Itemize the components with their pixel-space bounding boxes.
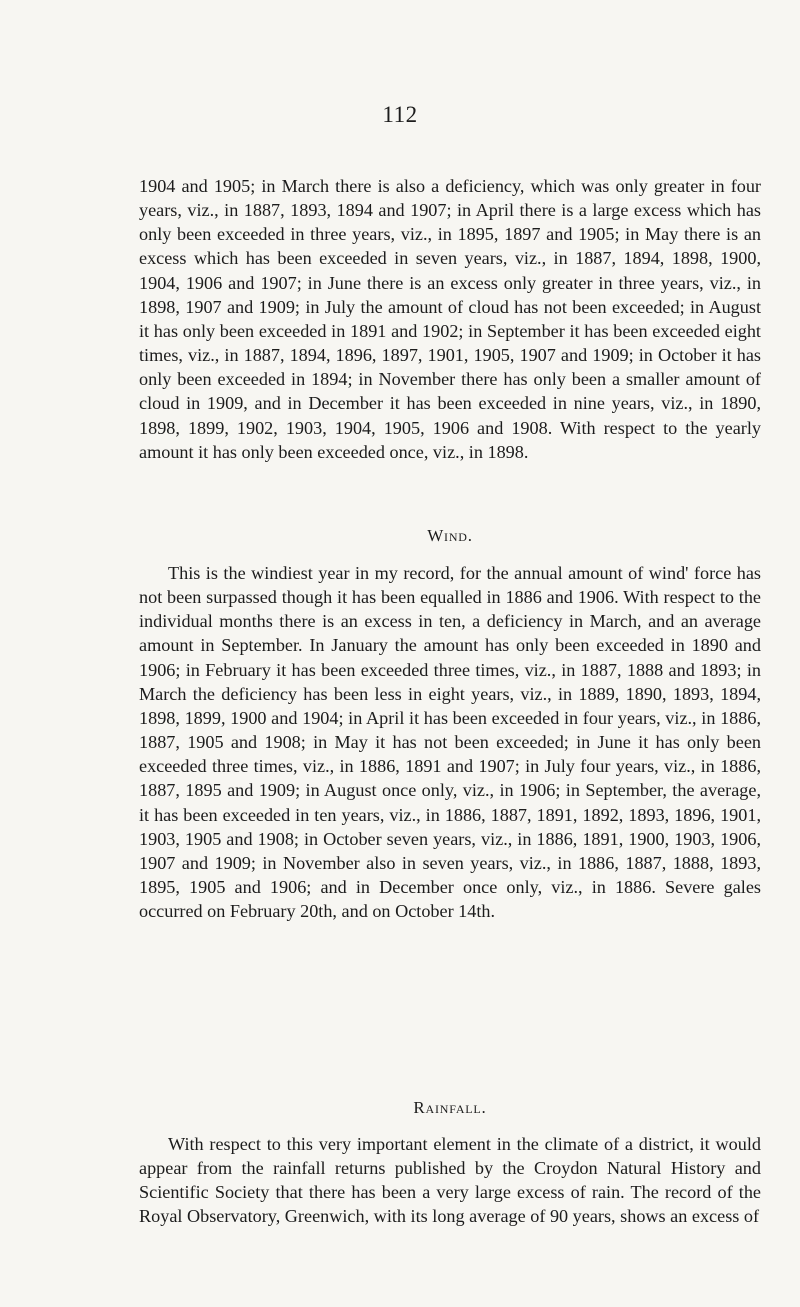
wind-heading: Wind. bbox=[427, 526, 473, 545]
rainfall-paragraph: With respect to this very important element in the climate of a district, it would appear from the rainfall returns published by the Croydon Natural History and Scientific Society that there has been a very large excess of rain. The record of the Royal Observatory, Greenwich, with its long average of 90 years, shows an excess of bbox=[139, 1134, 761, 1227]
cloud-paragraph: 1904 and 1905; in March there is also a deficiency, which was only greater in four years, viz., in 1887, 1893, 1894 and 1907; in April there is a large excess which has only been exceeded in three years, viz., in 1895, 1897 and 1905; in May there is an excess which has been exceeded in seven years, viz., in 1887, 1894, 1898, 1900, 1904, 1906 and 1907; in June there is an excess only greater in three years, viz., in 1898, 1907 and 1909; in July the amount of cloud has not been exceeded; in August it has only been exceeded in 1891 and 1902; in September it has been exceeded eight times, viz., in 1887, 1894, 1896, 1897, 1901, 1905, 1907 and 1909; in October it has only been exceeded in 1894; in November there has only been a smaller amount of cloud in 1909, and in December it has been exceeded in nine years, viz., in 1890, 1898, 1899, 1902, 1903, 1904, 1905, 1906 and 1908. With respect to the yearly amount it has only been exceeded once, viz., in 1898. bbox=[139, 176, 761, 462]
rainfall-section bbox=[139, 1132, 761, 1229]
cloud-section bbox=[139, 174, 761, 464]
page-number: 112 bbox=[382, 102, 418, 127]
wind-section bbox=[139, 561, 761, 923]
rainfall-heading: Rainfall. bbox=[413, 1098, 487, 1117]
wind-paragraph: This is the windiest year in my record, for the annual amount of wind' force has not been surpassed though it has been equalled in 1886 and 1906. With respect to the individual months there is an excess in ten, a deficiency in March, and an average amount in September. In January the amount has only been exceeded in 1890 and 1906; in February it has been exceeded three times, viz., in 1887, 1888 and 1893; in March the deficiency has been less in eight years, viz., in 1889, 1890, 1893, 1894, 1898, 1899, 1900 and 1904; in April it has been exceeded in four years, viz., in 1886, 1887, 1905 and 1908; in May it has not been exceeded; in June it has only been exceeded three times, viz., in 1886, 1891 and 1907; in July four years, viz., in 1886, 1887, 1895 and 1909; in August once only, viz., in 1906; in September, the average, it has been exceeded in ten years, viz., in 1886, 1887, 1891, 1892, 1893, 1896, 1901, 1903, 1905 and 1908; in October seven years, viz., in 1886, 1891, 1900, 1903, 1906, 1907 and 1909; in November also in seven years, viz., in 1886, 1887, 1888, 1893, 1895, 1905 and 1906; and in December once only, viz., in 1886. Severe gales occurred on February 20th, and on October 14th. bbox=[139, 563, 761, 922]
